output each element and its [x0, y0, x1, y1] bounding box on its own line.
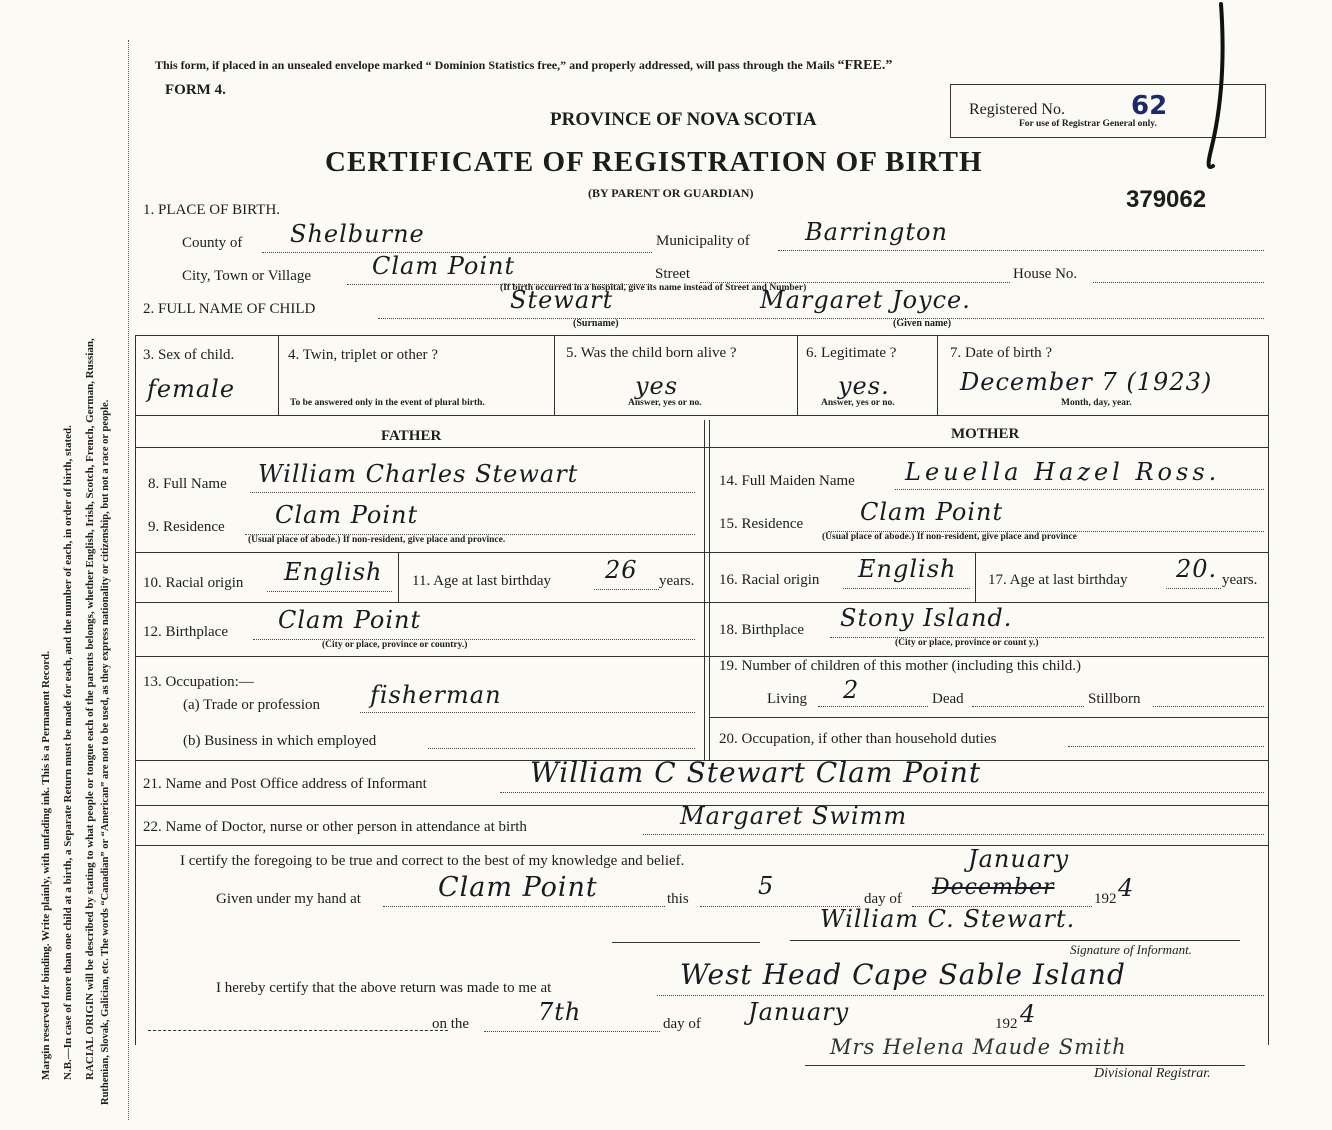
registrar-day: 7th — [538, 998, 582, 1026]
certify-year-digit: 4 — [1118, 874, 1135, 902]
street-label: Street — [655, 266, 690, 282]
dead-label: Dead — [932, 691, 964, 707]
registrar-caption: Divisional Registrar. — [1094, 1066, 1211, 1081]
surname-caption: (Surname) — [573, 318, 619, 329]
mother-residence-label: 15. Residence — [719, 516, 804, 532]
informant-label: 21. Name and Post Office address of Informant — [143, 776, 427, 792]
top-notice: This form, if placed in an unsealed envelope marked “ Dominion Statistics free,” and properly addressed, will pass through the Mails “FREE.” — [155, 58, 893, 73]
county-value: Shelburne — [290, 220, 425, 248]
sex-value: female — [147, 375, 236, 403]
given-under-hand-label: Given under my hand at — [216, 891, 361, 907]
registrar-on-the-label: on the — [432, 1016, 470, 1032]
living-value: 2 — [843, 676, 860, 704]
registrar-place: West Head Cape Sable Island — [680, 958, 1126, 991]
alive-value: yes — [635, 372, 679, 400]
date-of-birth-value: December 7 (1923) — [960, 368, 1213, 396]
legitimate-caption: Answer, yes or no. — [821, 398, 895, 408]
registered-label: Registered No. — [969, 101, 1065, 118]
form-number: FORM 4. — [165, 82, 226, 98]
father-residence-label: 9. Residence — [148, 519, 225, 535]
alive-caption: Answer, yes or no. — [628, 398, 702, 408]
county-label: County of — [182, 235, 243, 251]
children-count-label: 19. Number of children of this mother (including this child.) — [719, 658, 1082, 674]
given-name-caption: (Given name) — [893, 318, 952, 329]
father-years: years. — [659, 573, 695, 589]
mother-racial-value: English — [858, 555, 957, 583]
mother-name-value: Leuella Hazel Ross. — [905, 458, 1221, 486]
mother-residence-note: (Usual place of abode.) If non-resident, give place and province — [822, 532, 1077, 542]
trade-value: fisherman — [370, 681, 502, 709]
father-birthplace-label: 12. Birthplace — [143, 624, 228, 640]
mother-occupation-label: 20. Occupation, if other than household duties — [719, 731, 997, 747]
municipality-value: Barrington — [805, 218, 948, 246]
certify-year-prefix: 192 — [1094, 891, 1117, 907]
certificate-title: CERTIFICATE OF REGISTRATION OF BIRTH — [325, 146, 983, 178]
registered-value: 62 — [1131, 91, 1168, 121]
certify-day-of-label: day of — [864, 891, 902, 907]
father-birthplace-value: Clam Point — [278, 606, 422, 634]
municipality-label: Municipality of — [656, 233, 750, 249]
mother-birthplace-label: 18. Birthplace — [719, 622, 804, 638]
child-given-name: Margaret Joyce. — [760, 286, 971, 314]
father-heading: FATHER — [381, 428, 442, 444]
registrar-text: I hereby certify that the above return was made to me at — [216, 980, 552, 996]
mother-residence-value: Clam Point — [860, 498, 1004, 526]
certify-text: I certify the foregoing to be true and correct to the best of my knowledge and belief. — [180, 853, 685, 869]
father-racial-value: English — [284, 558, 383, 586]
sex-label: 3. Sex of child. — [143, 347, 235, 363]
mother-years: years. — [1222, 572, 1258, 588]
father-age-value: 26 — [605, 556, 638, 584]
registered-note: For use of Registrar General only. — [1019, 119, 1157, 129]
mother-racial-label: 16. Racial origin — [719, 572, 820, 588]
mother-birthplace-value: Stony Island. — [840, 604, 1013, 632]
certify-place: Clam Point — [438, 872, 598, 903]
living-label: Living — [767, 691, 807, 707]
city-value: Clam Point — [372, 252, 516, 280]
mother-birthplace-note: (City or place, province or count y.) — [895, 638, 1039, 648]
alive-label: 5. Was the child born alive ? — [566, 345, 737, 361]
informant-signature: William C. Stewart. — [820, 905, 1076, 933]
registrar-day-of-label: day of — [663, 1016, 701, 1032]
father-name-label: 8. Full Name — [148, 476, 227, 492]
stamp-number: 379062 — [1126, 186, 1207, 213]
mother-age-label: 17. Age at last birthday — [988, 572, 1128, 588]
twin-label: 4. Twin, triplet or other ? — [288, 347, 438, 363]
registrar-signature: Mrs Helena Maude Smith — [830, 1035, 1127, 1059]
certify-day: 5 — [758, 872, 775, 900]
date-of-birth-caption: Month, day, year. — [1061, 398, 1132, 408]
certify-month: January — [968, 845, 1070, 873]
legitimate-label: 6. Legitimate ? — [806, 345, 897, 361]
province-heading: PROVINCE OF NOVA SCOTIA — [550, 109, 817, 130]
place-of-birth-heading: 1. PLACE OF BIRTH. — [143, 202, 281, 218]
informant-signature-caption: Signature of Informant. — [1070, 942, 1192, 957]
margin-note-racial-origin: RACIAL ORIGIN will be described by stating to what people or tongue each of the parents belongs, whether English, Irish, Scotch, French, German, Russian, — [84, 338, 96, 1080]
trade-label: (a) Trade or profession — [183, 697, 321, 713]
margin-note-racial-origin-cont: Ruthenian, Slovak, Galician, etc. The words “Canadian” or “American” are not to be used, as they express nationality or citizenship, but not a race or people. — [100, 399, 111, 1105]
stillborn-label: Stillborn — [1088, 691, 1141, 707]
father-occupation-label: 13. Occupation:— — [143, 674, 254, 690]
father-birthplace-note: (City or place, province or country.) — [322, 640, 468, 650]
father-racial-label: 10. Racial origin — [143, 575, 244, 591]
registrar-year-prefix: 192 — [995, 1016, 1018, 1032]
mother-heading: MOTHER — [951, 426, 1020, 442]
father-name-value: William Charles Stewart — [258, 460, 579, 488]
twin-note: To be answered only in the event of plural birth. — [290, 398, 485, 408]
mother-age-value: 20. — [1176, 555, 1218, 583]
city-label: City, Town or Village — [182, 268, 312, 284]
father-residence-note: (Usual place of abode.) If non-resident, give place and province. — [248, 535, 506, 545]
doctor-value: Margaret Swimm — [680, 802, 908, 830]
father-residence-value: Clam Point — [275, 501, 419, 529]
child-name-label: 2. FULL NAME OF CHILD — [143, 301, 316, 317]
doctor-label: 22. Name of Doctor, nurse or other person in attendance at birth — [143, 819, 527, 835]
mother-name-label: 14. Full Maiden Name — [719, 473, 855, 489]
legitimate-value: yes. — [838, 372, 890, 400]
house-number-label: House No. — [1013, 266, 1078, 282]
margin-dotted-line — [128, 40, 129, 1120]
pen-stroke-mark — [1185, 0, 1245, 190]
registrar-year-digit: 4 — [1020, 1000, 1037, 1028]
business-label: (b) Business in which employed — [183, 733, 377, 749]
margin-note-separate-return: N.B.—In case of more than one child at a birth, a Separate Return must be made for each, and the number of each, in order of birth, stated. — [62, 425, 74, 1080]
father-age-label: 11. Age at last birthday — [412, 573, 551, 589]
hospital-note: (If birth occurred in a hospital, give its name instead of Street and Number) — [500, 283, 807, 293]
date-of-birth-label: 7. Date of birth ? — [950, 345, 1053, 361]
margin-note-binding: Margin reserved for binding. Write plainly, with unfading ink. This is a Permanent Record. — [40, 651, 52, 1080]
informant-value: William C Stewart Clam Point — [530, 756, 982, 789]
registrar-month: January — [748, 998, 850, 1026]
certify-month-struck: December — [932, 875, 1055, 900]
certificate-subtitle: (BY PARENT OR GUARDIAN) — [588, 186, 754, 200]
child-surname: Stewart — [510, 286, 614, 314]
certify-this-label: this — [667, 891, 689, 907]
